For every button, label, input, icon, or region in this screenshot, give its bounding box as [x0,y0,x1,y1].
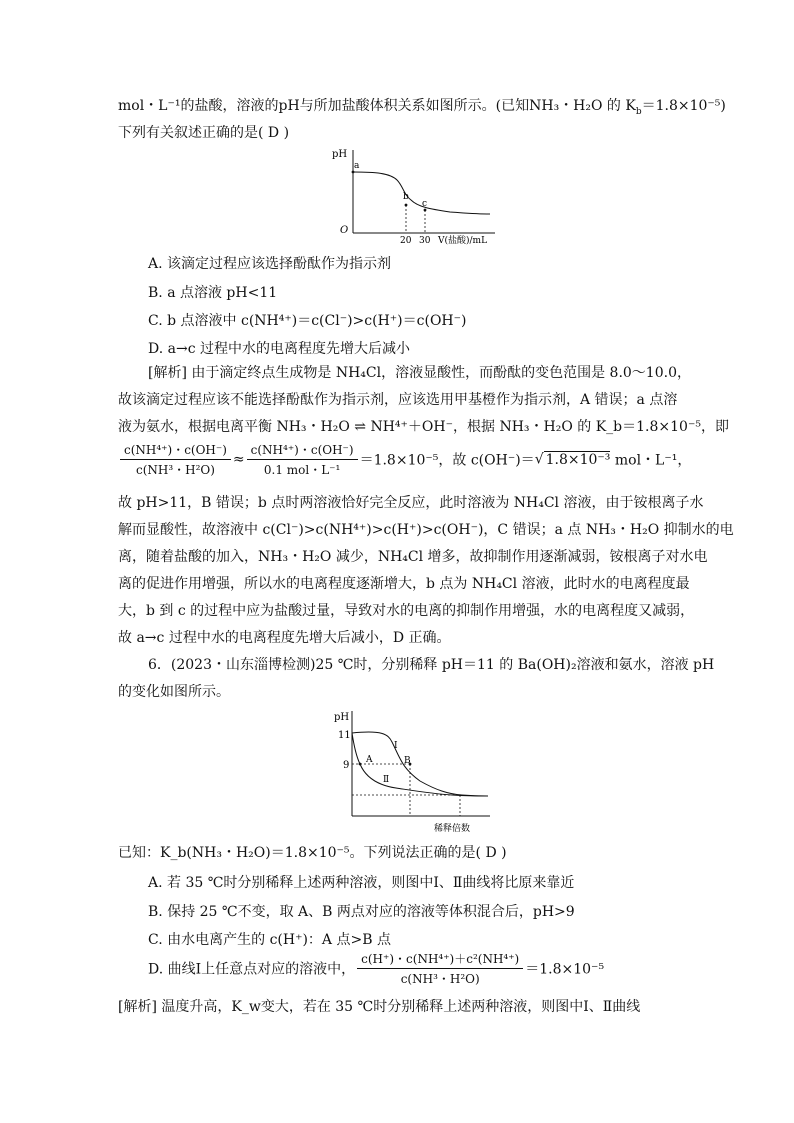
q5-option-b[interactable]: B. a 点溶液 pH<11 [148,285,278,301]
tick-9: 9 [343,760,350,771]
option-d-fraction: $\frac{\text{c(H⁺)・c(NH⁴⁺)＋c²(NH⁴⁺)}}{\text{c(NH³・H²O)}}$ [357,950,523,987]
tick-11: 11 [338,730,351,741]
q6-analysis-line-1: [解析] 温度升高，K_w变大，若在 35 ℃时分别稀释上述两种溶液，则图中Ⅰ、Ⅱ曲线 [118,999,641,1015]
label-II: Ⅱ [383,775,390,785]
tick-30: 30 [419,236,431,245]
q6-stem-line-2: 的变化如图所示。 [118,684,230,700]
q5-analysis-line-3: 液为氨水，根据电离平衡 NH₃・H₂O ⇌ NH⁴⁺＋OH⁻，根据 NH₃・H₂O 的 K_b＝1.8×10⁻⁵，即 [118,419,729,435]
q5-stem-line-2: 下列有关叙述正确的是( D ) [118,125,290,141]
x-axis-label: 稀释倍数 [434,824,471,834]
y-axis-label: pH [334,712,350,723]
q5-analysis-line-2: 故该滴定过程应该不能选择酚酞作为指示剂，应该选用甲基橙作为指示剂，A 错误；a 点溶 [118,392,678,408]
point-A [359,763,362,766]
label-A: A [366,755,373,765]
q5-titration-chart [330,145,510,245]
q5-option-c[interactable]: C. b 点溶液中 c(NH⁴⁺)＝c(Cl⁻)>c(H⁺)＝c(OH⁻) [148,313,467,329]
label-B: B [404,756,411,766]
x-axis-label: V(盐酸)/mL [438,236,488,245]
tick-20: 20 [400,236,412,245]
q5-option-a[interactable]: A. 该滴定过程应该选择酚酞作为指示剂 [148,256,392,272]
q6-option-d[interactable]: D. 曲线Ⅰ上任意点对应的溶液中， $\frac{\text{c(H⁺)・c(NH⁴⁺)＋c²(NH⁴⁺)}}{\text{c(NH³・H²O)}}$ ＝1.8×10⁻⁵ [148,952,605,986]
q6-option-a[interactable]: A. 若 35 ℃时分别稀释上述两种溶液，则图中Ⅰ、Ⅱ曲线将比原来靠近 [148,875,575,891]
q6-option-b[interactable]: B. 保持 25 ℃不变，取 A、B 两点对应的溶液等体积混合后，pH>9 [148,904,575,920]
q6-option-c[interactable]: C. 由水电离产生的 c(H⁺)：A 点>B 点 [148,932,391,948]
q5-analysis-formula-line: $\frac{\text{c(NH⁴⁺)・c(OH⁻)}}{\text{c(NH³・H²O)}}$ ≈ $\frac{\text{c(NH⁴⁺)・c(OH⁻)}}{\text{0.1 mol・L⁻¹}}$ ＝1.8×10⁻⁵，故 c(OH⁻)＝√ 1.8×10⁻³ mol・L⁻¹， [118,441,691,478]
q5-analysis-line-10: 故 a→c 过程中水的电离程度先增大后减小，D 正确。 [118,630,451,646]
q5-analysis-line-9: 大，b 到 c 的过程中应为盐酸过量，导致对水的电离的抑制作用增强，水的电离程度又减弱， [118,603,695,619]
label-I: Ⅰ [394,741,398,751]
q5-analysis-line-6: 解而显酸性，故溶液中 c(Cl⁻)>c(NH⁴⁺)>c(H⁺)>c(OH⁻)，C 错误；a 点 NH₃・H₂O 抑制水的电 [118,522,734,538]
q5-analysis-line-5: 故 pH>11，B 错误；b 点时两溶液恰好完全反应，此时溶液为 NH₄Cl 溶液，由于铵根离子水 [118,495,704,511]
label-c: c [422,199,428,209]
label-a: a [354,161,360,171]
y-axis-label: pH [332,149,348,160]
origin-label: O [340,225,349,236]
q5-analysis-line-1: [解析] 由于滴定终点生成物是 NH₄Cl，溶液显酸性，而酚酞的变色范围是 8.0～10.0， [148,365,691,381]
fraction-2: $\frac{\text{c(NH⁴⁺)・c(OH⁻)}}{\text{0.1 mol・L⁻¹}}$ [247,441,358,478]
fraction-1: $\frac{\text{c(NH⁴⁺)・c(OH⁻)}}{\text{c(NH³・H²O)}}$ [120,441,231,478]
q6-known: 已知：K_b(NH₃・H₂O)＝1.8×10⁻⁵。下列说法正确的是( D ) [118,845,507,861]
q6-stem-line-1: 6．(2023・山东淄博检测)25 ℃时，分别稀释 pH＝11 的 Ba(OH)₂溶液和氨水，溶液 pH [148,657,715,673]
q5-analysis-line-7: 离，随着盐酸的加入，NH₃・H₂O 减少，NH₄Cl 增多，故抑制作用逐渐减弱，铵根离子对水电 [118,549,708,565]
label-b: b [403,192,409,202]
point-a [352,171,355,174]
q6-dilution-chart [330,706,500,838]
q5-analysis-line-8: 离的促进作用增强，所以水的电离程度逐渐增大，b 点为 NH₄Cl 溶液，此时水的电离程度最 [118,576,690,592]
q5-stem-line-1: mol・L⁻¹的盐酸，溶液的pH与所加盐酸体积关系如图所示。(已知NH₃・H₂O 的 $K_b=1.8\times 10^{-5}$) [118,98,726,117]
q5-option-d[interactable]: D. a→c 过程中水的电离程度先增大后减小 [148,341,410,357]
